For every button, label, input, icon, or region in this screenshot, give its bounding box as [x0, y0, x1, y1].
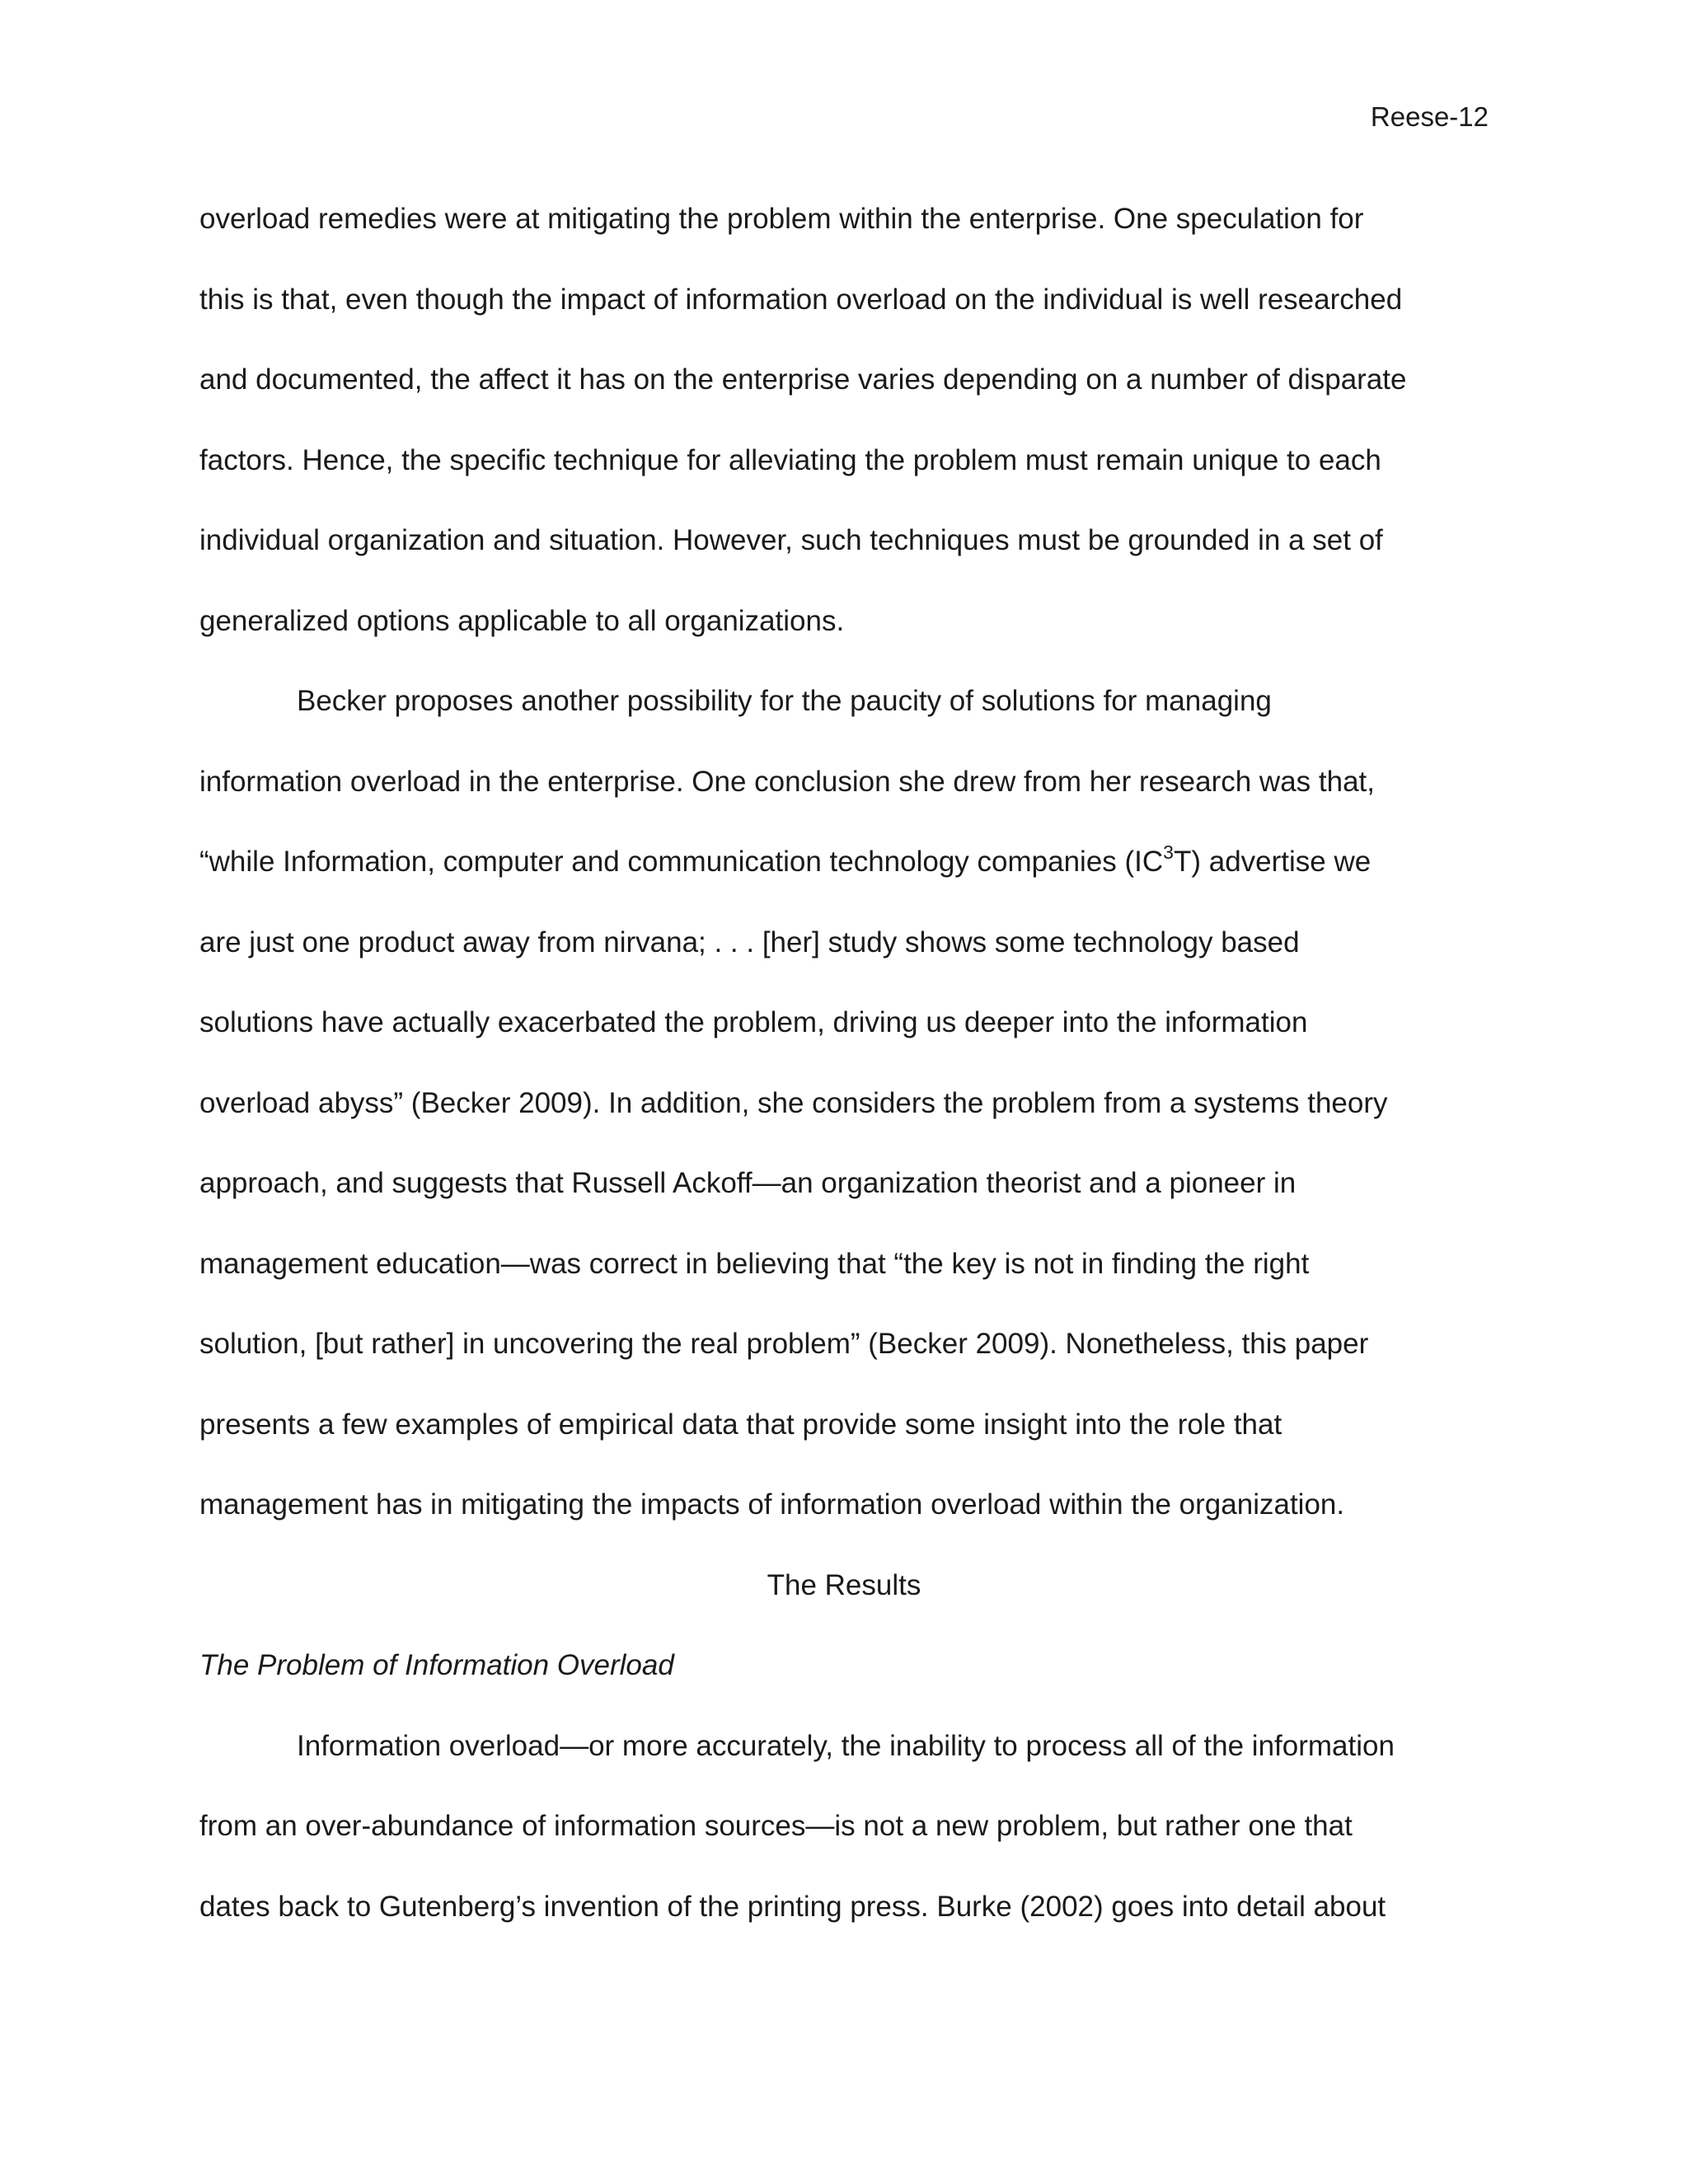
paragraph-3-line: from an over-abundance of information sources—is not a new problem, but rather one that: [199, 1810, 1353, 1842]
subsection-heading: The Problem of Information Overload: [199, 1649, 674, 1681]
paragraph-1-line: factors. Hence, the specific technique for alleviating the problem must remain unique to each: [199, 443, 1381, 476]
text-segment: T) advertise we: [1173, 846, 1372, 878]
paragraph-1-line: individual organization and situation. However, such techniques must be grounded in a set of: [199, 524, 1383, 556]
paragraph-2-line: are just one product away from nirvana; . . . [her] study shows some technology based: [199, 926, 1300, 958]
paragraph-2-line: approach, and suggests that Russell Ackoff—an organization theorist and a pioneer in: [199, 1167, 1296, 1199]
paragraph-2-line: information overload in the enterprise. One conclusion she drew from her research was that,: [199, 765, 1375, 798]
paragraph-2-line: management has in mitigating the impacts of information overload within the organization.: [199, 1488, 1345, 1521]
paragraph-3-line: dates back to Gutenberg’s invention of the printing press. Burke (2002) goes into detail about: [199, 1890, 1386, 1923]
paragraph-3-line: Information overload—or more accurately, the inability to process all of the information: [297, 1729, 1395, 1762]
paragraph-2-line: presents a few examples of empirical data that provide some insight into the role that: [199, 1408, 1282, 1441]
paragraph-2-line: Becker proposes another possibility for the paucity of solutions for managing: [297, 685, 1272, 717]
page-header-label: Reese-12: [1370, 101, 1489, 132]
superscript: 3: [1163, 841, 1174, 864]
paragraph-2-line-with-superscript: [199, 842, 1489, 923]
section-heading: The Results: [767, 1568, 921, 1601]
paragraph-1-line: and documented, the affect it has on the enterprise varies depending on a number of disparate: [199, 363, 1407, 396]
paragraph-1-line: this is that, even though the impact of information overload on the individual is well researched: [199, 283, 1403, 316]
paragraph-1-line: generalized options applicable to all organizations.: [199, 604, 845, 637]
paragraph-1-line: overload remedies were at mitigating the problem within the enterprise. One speculation for: [199, 203, 1364, 235]
document-body: [199, 199, 1489, 1967]
paragraph-2-line: solutions have actually exacerbated the problem, driving us deeper into the information: [199, 1006, 1308, 1038]
paragraph-2-line: solution, [but rather] in uncovering the real problem” (Becker 2009). Nonetheless, this paper: [199, 1328, 1369, 1360]
text-segment: “while Information, computer and communication technology companies (IC: [199, 846, 1164, 878]
paragraph-2-line: management education—was correct in believing that “the key is not in finding the right: [199, 1247, 1310, 1280]
paragraph-2-line: overload abyss” (Becker 2009). In addition, she considers the problem from a systems theory: [199, 1086, 1388, 1119]
